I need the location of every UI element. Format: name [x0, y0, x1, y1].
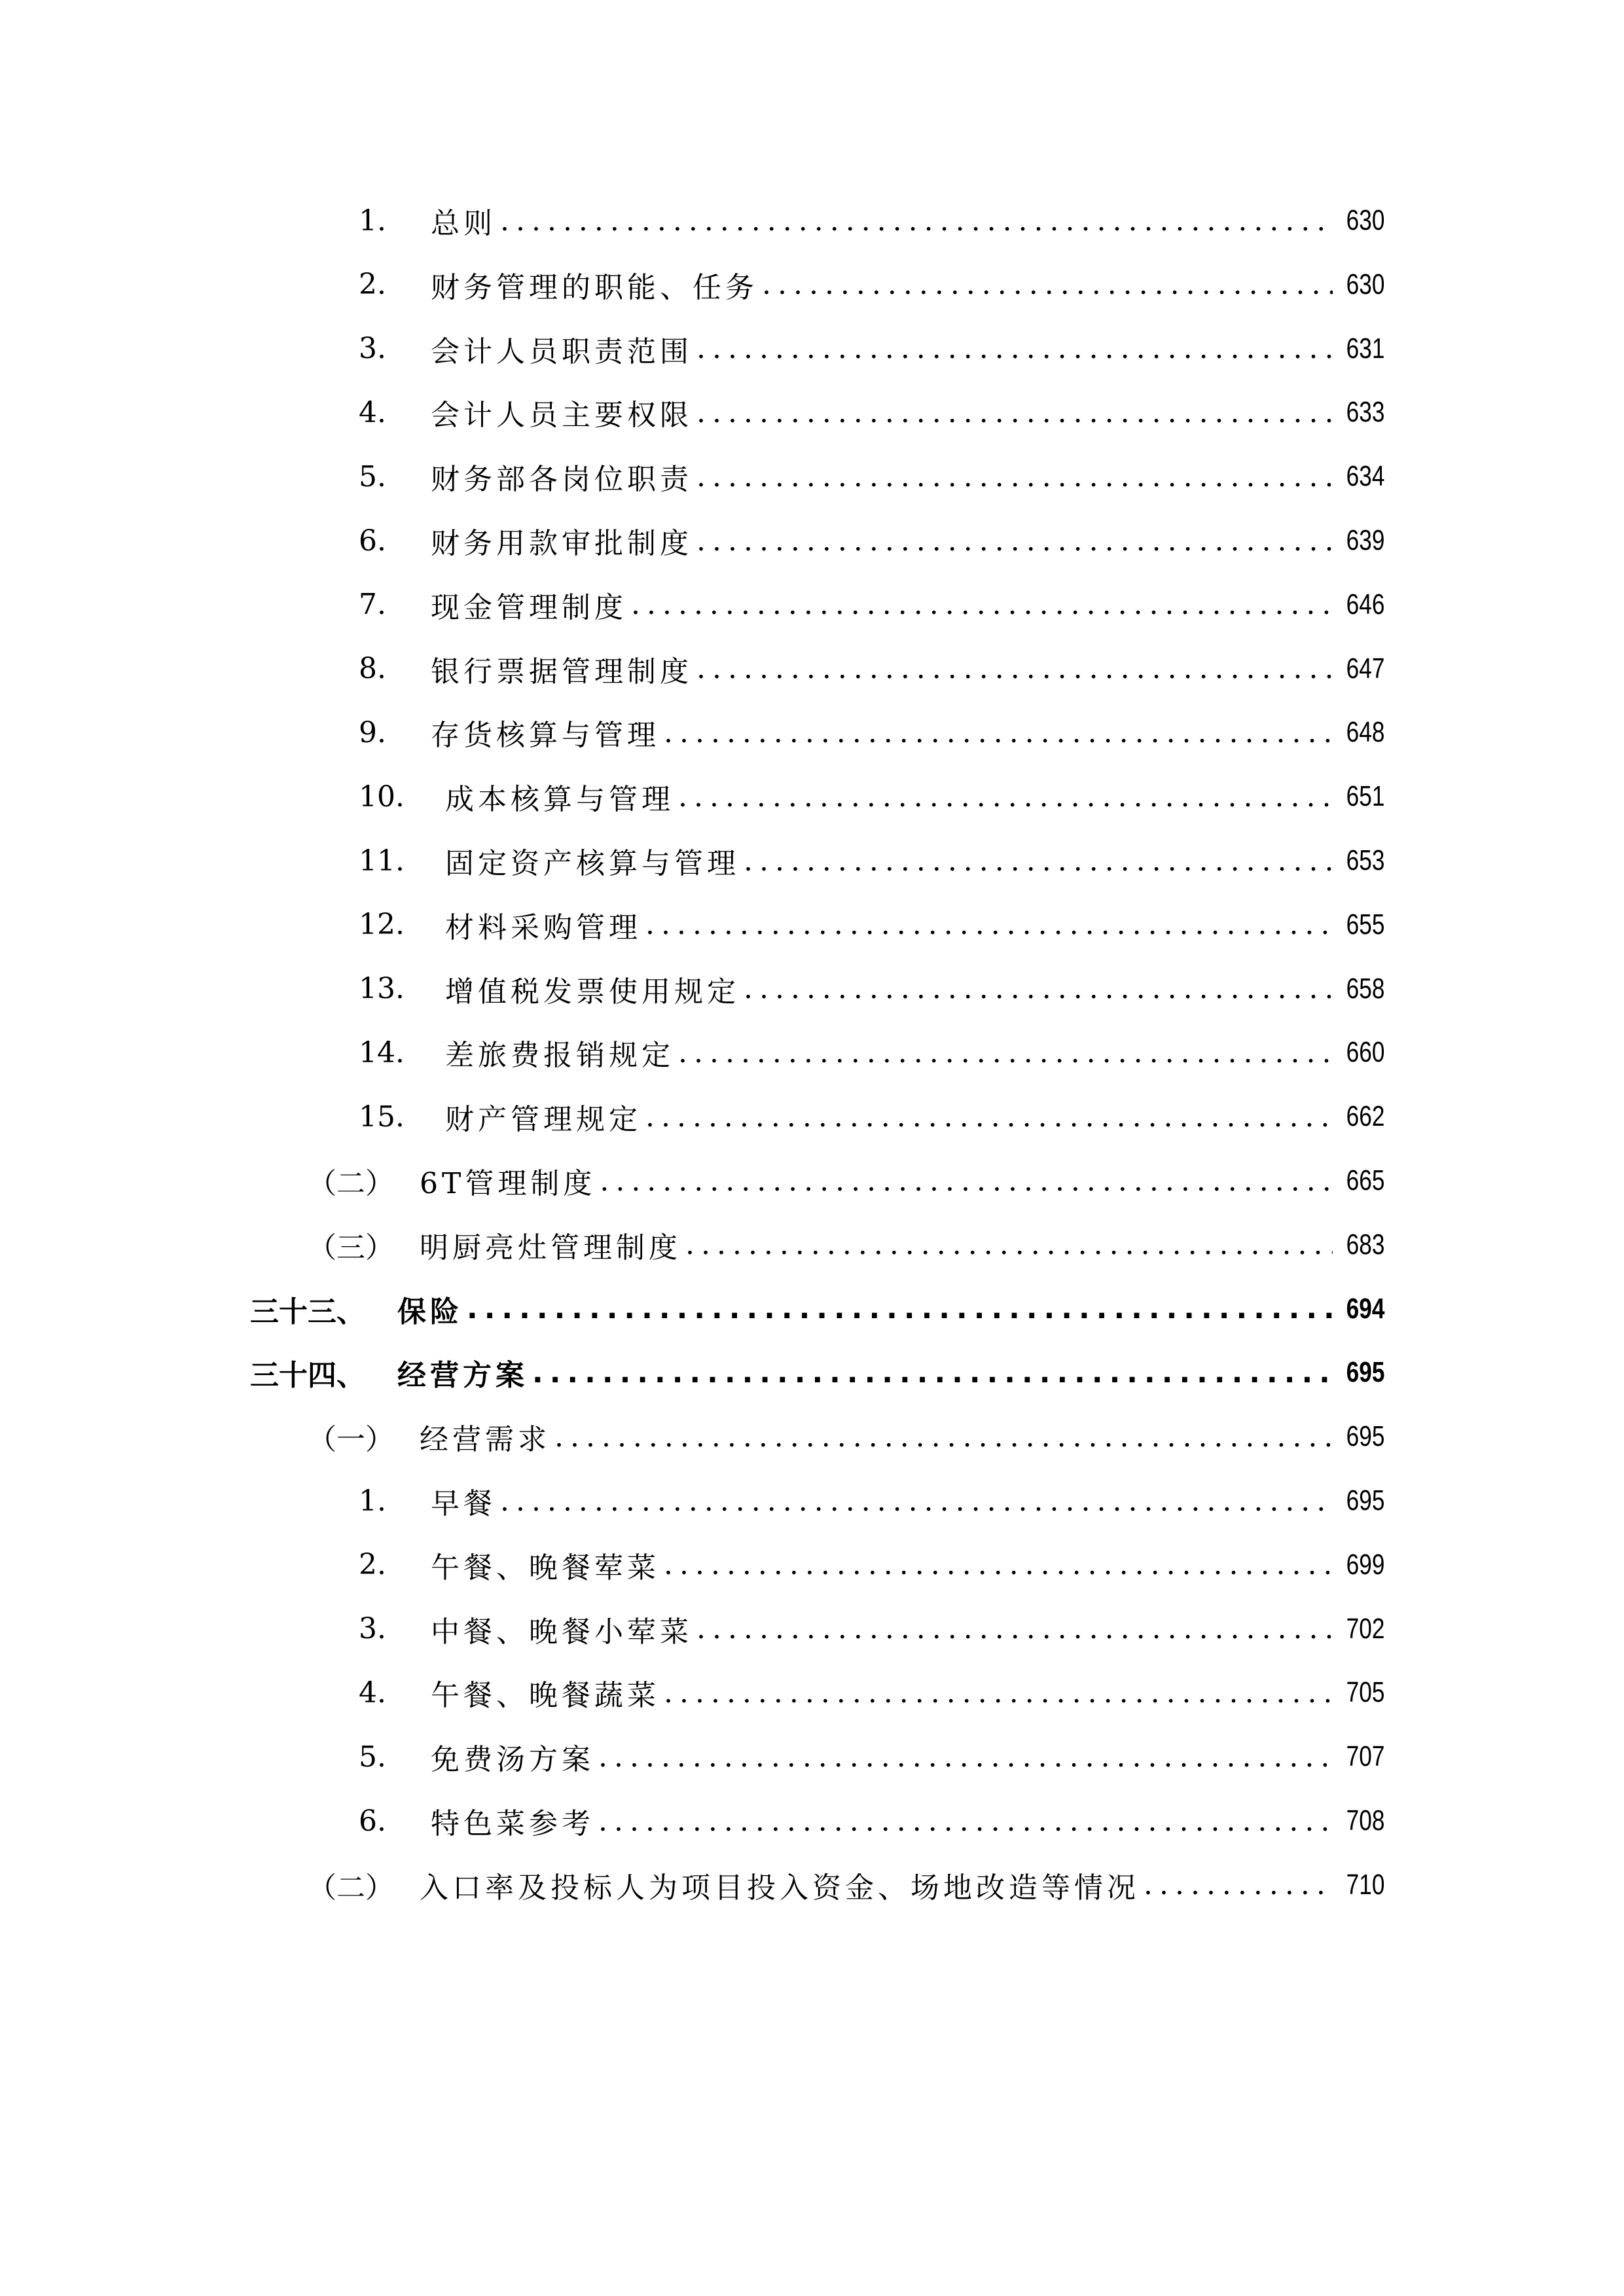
toc-entry-number: 三十四、 — [250, 1359, 365, 1393]
toc-entry[interactable] — [250, 1277, 1384, 1341]
toc-entry-title: 成本核算与管理 — [445, 783, 674, 817]
dot-leader — [678, 780, 1333, 814]
toc-entry-number: 12. — [359, 908, 405, 942]
toc-entry-page: 699 — [1346, 1548, 1384, 1581]
toc-entry-number: 1. — [359, 204, 386, 238]
toc-entry-title: 入口率及投标人为项目投入资金、场地改造等情况 — [420, 1871, 1140, 1905]
toc-entry[interactable] — [359, 637, 1384, 701]
toc-entry-number: 9. — [359, 715, 386, 749]
toc-entry-number: 10. — [359, 780, 405, 814]
dot-leader — [744, 844, 1333, 878]
dot-leader — [664, 1676, 1333, 1710]
toc-entry-page: 705 — [1346, 1676, 1384, 1709]
toc-entry-title: 明厨亮灶管理制度 — [420, 1230, 681, 1265]
dot-leader — [696, 332, 1333, 365]
toc-entry-title: 早餐 — [431, 1487, 496, 1520]
toc-entry-page: 702 — [1346, 1612, 1384, 1645]
toc-entry-number: （二） — [308, 1167, 394, 1200]
toc-entry-number: 8. — [359, 652, 386, 686]
toc-entry-page: 695 — [1346, 1420, 1384, 1453]
toc-entry-number: 3. — [359, 1612, 386, 1646]
toc-entry[interactable] — [308, 1853, 1384, 1917]
toc-entry-page: 683 — [1346, 1228, 1384, 1261]
toc-entry-number: 7. — [359, 588, 386, 622]
toc-entry-number: 2. — [359, 268, 386, 302]
toc-entry[interactable] — [359, 188, 1384, 253]
dot-leader — [532, 1356, 1333, 1390]
toc-entry-title: 经营方案 — [397, 1359, 528, 1393]
toc-entry-number: 5. — [359, 459, 386, 493]
toc-entry[interactable] — [359, 509, 1384, 573]
dot-leader — [1144, 1868, 1333, 1901]
toc-entry-title: 固定资产核算与管理 — [445, 847, 740, 880]
toc-entry[interactable] — [359, 1597, 1384, 1661]
dot-leader — [554, 1420, 1333, 1454]
toc-entry-page: 630 — [1346, 268, 1384, 300]
dot-leader — [500, 204, 1333, 238]
dot-leader — [645, 1100, 1333, 1134]
toc-entry-title: 经营需求 — [420, 1423, 550, 1457]
toc-entry-title: 增值税发票使用规定 — [445, 975, 740, 1009]
toc-entry-number: 6. — [359, 524, 386, 558]
toc-entry-number: 15. — [359, 1100, 405, 1134]
toc-entry-page: 710 — [1346, 1868, 1384, 1901]
toc-entry-page: 662 — [1346, 1100, 1384, 1133]
toc-entry[interactable] — [359, 1660, 1384, 1725]
toc-entry-page: 695 — [1346, 1484, 1384, 1516]
toc-entry-number: （二） — [308, 1871, 394, 1905]
toc-entry-number: 2. — [359, 1548, 386, 1582]
toc-entry-page: 647 — [1346, 652, 1384, 685]
toc-entry-page: 648 — [1346, 716, 1384, 749]
toc-entry[interactable] — [308, 1149, 1384, 1213]
toc-entry[interactable] — [359, 573, 1384, 637]
toc-entry-title: 6T管理制度 — [420, 1167, 596, 1200]
toc-entry[interactable] — [359, 893, 1384, 957]
toc-entry[interactable] — [359, 1085, 1384, 1149]
dot-leader — [600, 1164, 1332, 1198]
toc-entry[interactable] — [359, 253, 1384, 317]
toc-entry-title: 总则 — [431, 207, 496, 240]
toc-entry-page: 646 — [1346, 588, 1384, 620]
toc-entry-title: 财务部各岗位职责 — [431, 463, 693, 497]
toc-entry-page: 651 — [1346, 780, 1384, 813]
toc-entry-number: 1. — [359, 1484, 386, 1518]
toc-entry-number: 5. — [359, 1740, 386, 1774]
toc-entry[interactable] — [359, 1020, 1384, 1085]
toc-entry-title: 财务用款审批制度 — [431, 527, 693, 560]
toc-entry-title: 财产管理规定 — [445, 1103, 641, 1137]
toc-entry[interactable] — [359, 957, 1384, 1021]
toc-entry[interactable] — [359, 764, 1384, 829]
toc-entry[interactable] — [359, 1725, 1384, 1789]
toc-entry[interactable] — [359, 380, 1384, 444]
toc-entry[interactable] — [250, 1340, 1384, 1405]
toc-entry-page: 630 — [1346, 204, 1384, 236]
dot-leader — [696, 652, 1333, 685]
toc-entry-number: （一） — [308, 1423, 394, 1457]
toc-entry-page: 634 — [1346, 460, 1384, 493]
toc-entry-title: 会计人员主要权限 — [431, 399, 693, 433]
toc-entry-title: 差旅费报销规定 — [445, 1039, 674, 1073]
toc-entry-page: 633 — [1346, 396, 1384, 429]
toc-entry-number: 4. — [359, 395, 386, 429]
toc-entry-page: 665 — [1346, 1164, 1384, 1196]
toc-entry-number: 3. — [359, 332, 386, 366]
toc-entry[interactable] — [308, 1405, 1384, 1469]
toc-entry[interactable] — [359, 1533, 1384, 1597]
toc-entry-number: 4. — [359, 1676, 386, 1710]
toc-entry-page: 708 — [1346, 1804, 1384, 1837]
dot-leader — [696, 396, 1333, 429]
dot-leader — [696, 524, 1333, 558]
dot-leader — [685, 1228, 1333, 1261]
dot-leader — [467, 1292, 1333, 1325]
toc-entry[interactable] — [359, 829, 1384, 893]
toc-entry-page: 694 — [1346, 1292, 1384, 1325]
toc-entry-title: 材料采购管理 — [445, 910, 641, 944]
toc-entry-page: 695 — [1346, 1356, 1384, 1389]
toc-entry[interactable] — [359, 444, 1384, 509]
dot-leader — [744, 972, 1333, 1005]
toc-entry-title: 特色菜参考 — [431, 1807, 594, 1840]
toc-entry-title: 保险 — [397, 1295, 463, 1329]
toc-entry-title: 免费汤方案 — [431, 1743, 594, 1777]
toc-entry-title: 午餐、晚餐蔬菜 — [431, 1679, 660, 1713]
toc-entry-title: 午餐、晚餐荤菜 — [431, 1551, 660, 1585]
dot-leader — [500, 1484, 1333, 1518]
toc-entry-number: 6. — [359, 1804, 386, 1838]
dot-leader — [664, 716, 1333, 749]
toc-entry-title: 财务管理的职能、任务 — [431, 270, 758, 304]
toc-entry-page: 707 — [1346, 1740, 1384, 1773]
toc-entry-title: 存货核算与管理 — [431, 719, 660, 753]
toc-entry-number: 三十三、 — [250, 1295, 365, 1329]
toc-entry-page: 653 — [1346, 844, 1384, 876]
dot-leader — [762, 268, 1333, 301]
toc-entry-page: 655 — [1346, 908, 1384, 941]
toc-entry[interactable] — [359, 317, 1384, 381]
toc-entry-page: 658 — [1346, 972, 1384, 1005]
toc-entry-page: 660 — [1346, 1036, 1384, 1069]
toc-entry-number: 13. — [359, 972, 405, 1006]
toc-entry[interactable] — [359, 700, 1384, 764]
toc-entry-number: 11. — [359, 844, 405, 878]
dot-leader — [696, 1612, 1333, 1645]
dot-leader — [631, 588, 1333, 621]
toc-entry-title: 现金管理制度 — [431, 590, 627, 624]
dot-leader — [678, 1036, 1333, 1069]
toc-entry-title: 会计人员职责范围 — [431, 334, 693, 368]
toc-entry[interactable] — [359, 1469, 1384, 1533]
toc-entry-number: 14. — [359, 1035, 405, 1069]
toc-entry[interactable] — [308, 1213, 1384, 1277]
dot-leader — [598, 1804, 1333, 1838]
toc-entry-title: 中餐、晚餐小荤菜 — [431, 1615, 693, 1649]
toc-entry-number: （三） — [308, 1230, 394, 1265]
toc-entry-title: 银行票据管理制度 — [431, 655, 693, 689]
toc-entry[interactable] — [359, 1789, 1384, 1853]
dot-leader — [664, 1548, 1333, 1581]
toc-entry-page: 639 — [1346, 524, 1384, 556]
dot-leader — [598, 1740, 1333, 1774]
dot-leader — [645, 908, 1333, 941]
toc-entry-page: 631 — [1346, 332, 1384, 365]
dot-leader — [696, 460, 1333, 493]
